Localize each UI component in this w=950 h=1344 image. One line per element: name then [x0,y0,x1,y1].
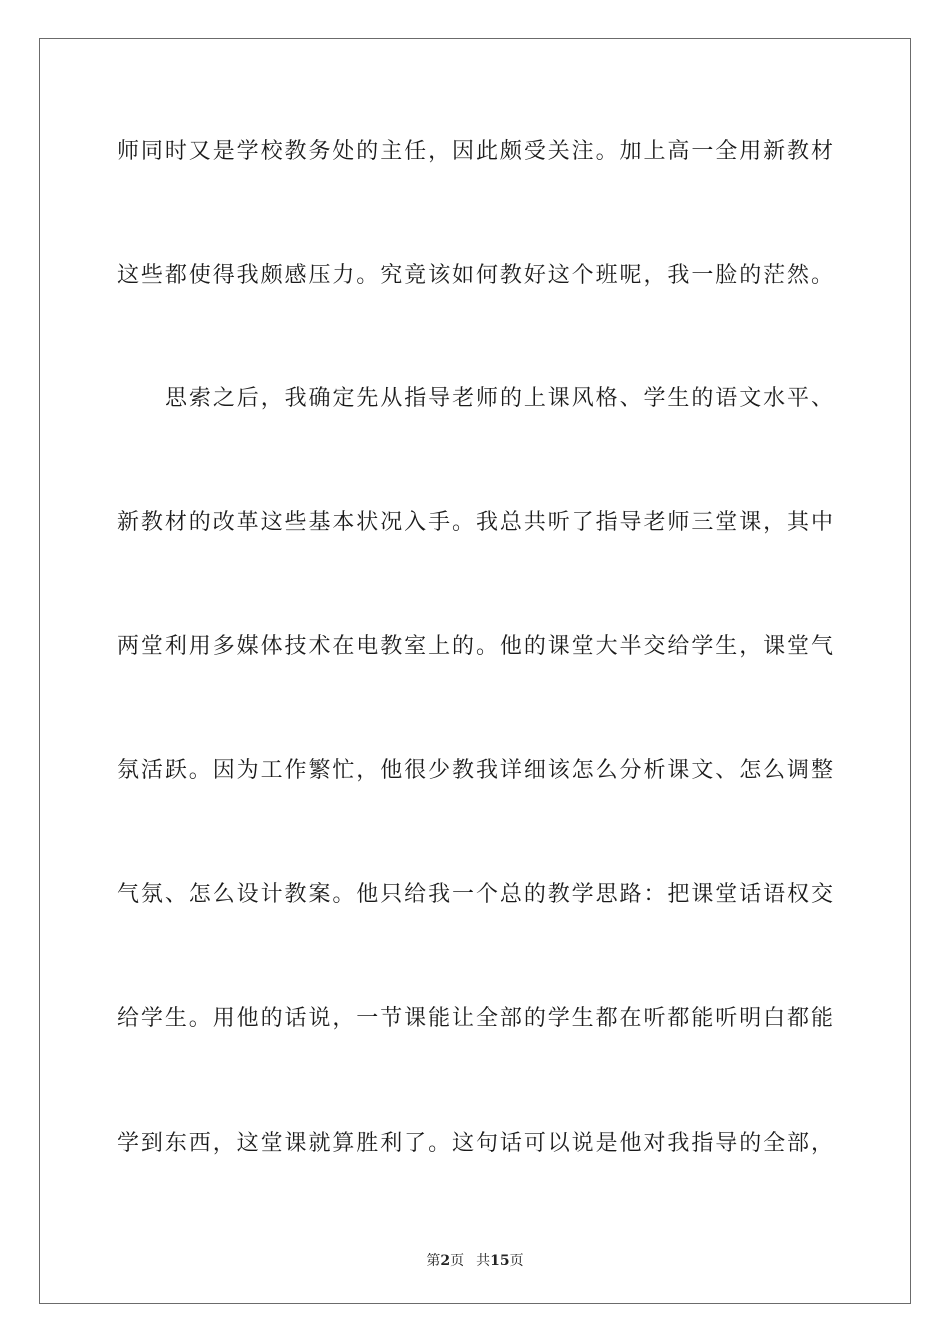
page-footer [0,1250,950,1270]
paragraph-line: 气氛、怎么设计教案。他只给我一个总的教学思路：把课堂话语权交 [117,882,833,907]
page-border [39,38,911,1304]
paragraph-line: 氛活跃。因为工作繁忙，他很少教我详细该怎么分析课文、怎么调整 [117,758,833,783]
paragraph-line: 学到东西，这堂课就算胜利了。这句话可以说是他对我指导的全部， [117,1131,833,1156]
paragraph-line: 新教材的改革这些基本状况入手。我总共听了指导老师三堂课，其中 [117,510,833,535]
page-total-prefix: 共 [476,1253,491,1269]
page-number-unit: 页 [450,1253,465,1269]
paragraph-line: 两堂利用多媒体技术在电教室上的。他的课堂大半交给学生，课堂气 [117,634,833,659]
paragraph-line: 给学生。用他的话说，一节课能让全部的学生都在听都能听明白都能 [117,1006,833,1031]
paragraph-line: 师同时又是学校教务处的主任，因此颇受关注。加上高一全用新教材 [117,139,833,164]
paragraph-line: 思索之后，我确定先从指导老师的上课风格、学生的语文水平、 [165,386,833,411]
page-number-prefix: 第 [426,1253,441,1269]
paragraph-line: 这些都使得我颇感压力。究竟该如何教好这个班呢，我一脸的茫然。 [117,263,833,288]
page-total-unit: 页 [509,1253,524,1269]
page-number-current: 2 [440,1253,451,1269]
page-number-total: 15 [490,1253,510,1269]
